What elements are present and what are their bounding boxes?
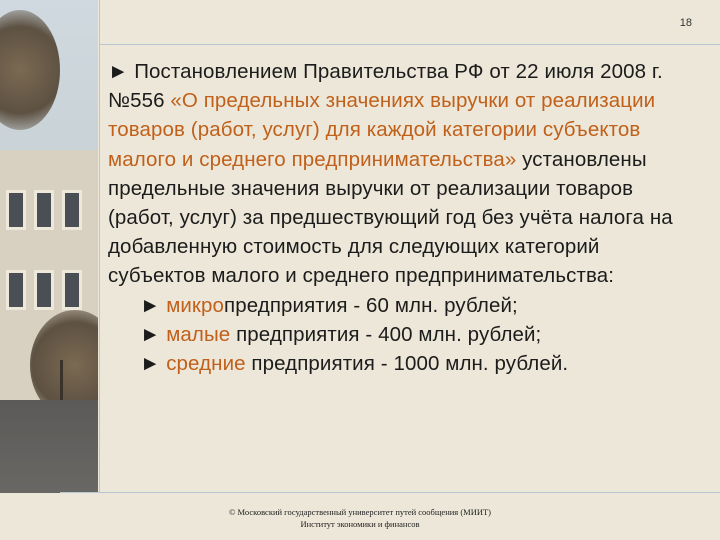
category-limit: предприятия - 60 млн. рублей; [224,293,518,317]
window [62,270,82,310]
window [6,190,26,230]
window [34,190,54,230]
vertical-divider [99,0,100,540]
intro-text-end: установлены предельные значения выручки от реализации товаров (работ, услуг) за предшествующий год без учёта налога на добавленную стоимость для следующих категорий субъектов малого и среднего предпринимательства: [108,147,673,288]
category-limit: предприятия - 400 млн. рублей; [230,322,542,346]
footer-copyright: © Московский государственный университет путей сообщения (МИИТ) [228,507,492,517]
arrow-bullet-icon: ► [140,352,161,376]
intro-text-start: Постановлением Правительства РФ от 22 июля 2008 г. №556 [108,60,663,113]
arrow-bullet-icon: ► [108,60,129,83]
list-item [108,291,698,320]
category-name: малые [166,322,231,346]
footer [0,506,720,530]
list-item [108,320,698,349]
top-divider [99,44,720,45]
tree-decoration [0,10,60,130]
window [62,190,82,230]
intro-paragraph [108,57,698,291]
window [6,270,26,310]
building-photo [0,0,98,540]
arrow-bullet-icon: ► [140,293,161,317]
arrow-bullet-icon: ► [140,322,161,346]
list-item [108,349,698,378]
slide-body [108,57,698,378]
decree-title: «О предельных значениях выручки от реализации товаров (работ, услуг) для каждой категории субъектов малого и среднего предпринимательства» [108,89,656,171]
bottom-divider [60,492,720,493]
category-name: средние [166,352,246,376]
category-name: микро [166,293,225,317]
slide-number: 18 [679,17,692,29]
category-limit: предприятия - 1000 млн. рублей. [245,352,569,376]
category-list [108,291,698,379]
window [34,270,54,310]
footer-institute: Институт экономики и финансов [300,519,420,529]
